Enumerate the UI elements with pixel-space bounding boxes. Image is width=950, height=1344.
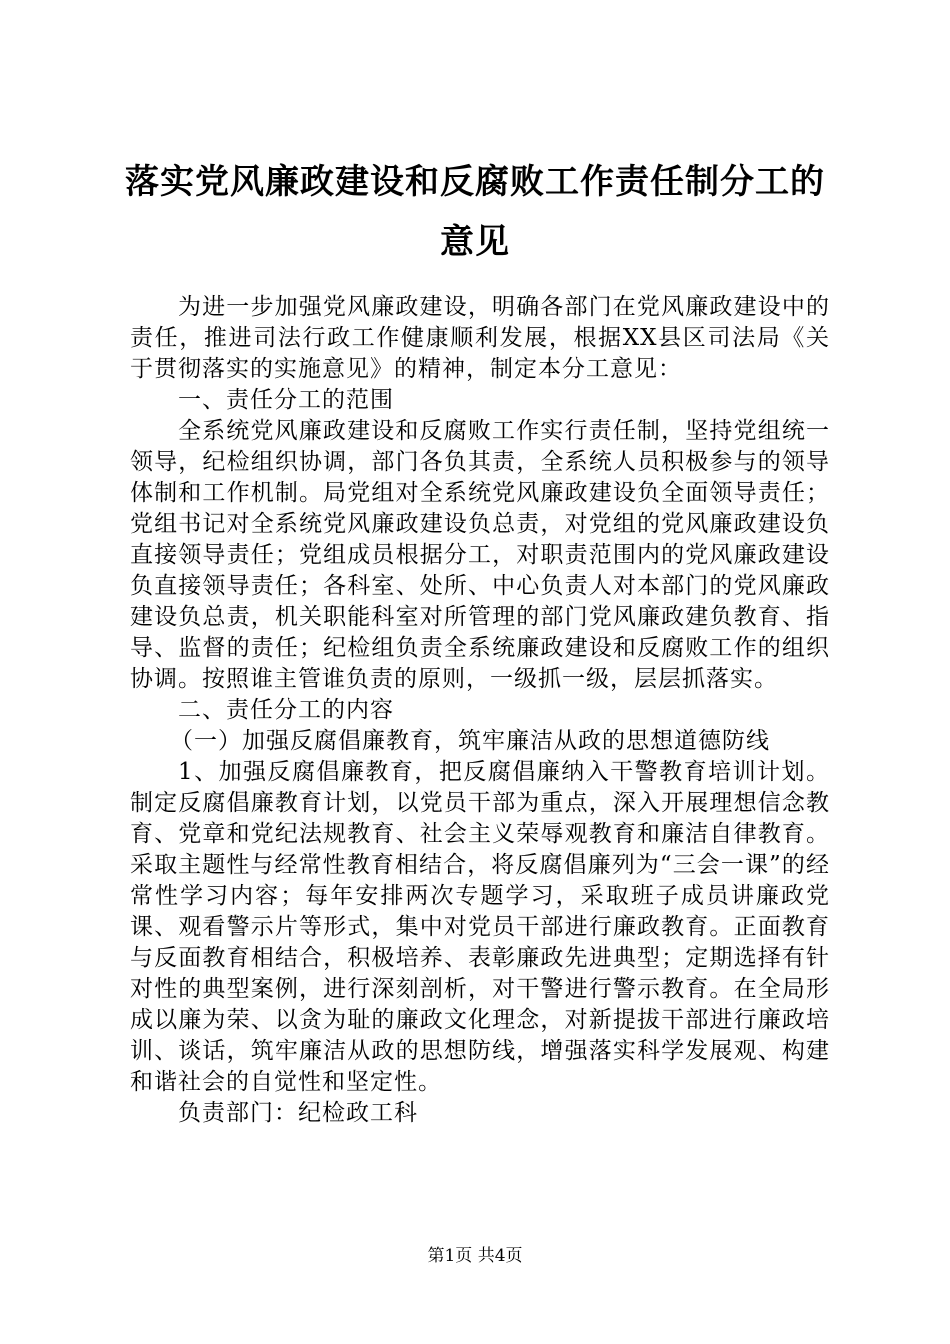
responsible-department: 负责部门：纪检政工科 bbox=[178, 1100, 418, 1126]
scope-paragraph: 全系统党风廉政建设和反腐败工作实行责任制，坚持党组统一领导，纪检组织协调，部门各负其责，全系统人员积极参与的领导体制和工作机制。局党组对全系统党风廉政建设负全面领导责任；党组书记对全系统党风廉政建设负总责，对党组的党风廉政建设负直接领导责任；党组成员根据分工，对职责范围内的党风廉政建设负直接领导责任；各科室、处所、中心负责人对本部门的党风廉政建设负总责，机关职能科室对所管理的部门党风廉政建负教育、指导、监督的责任；纪检组负责全系统廉政建设和反腐败工作的组织协调。按照谁主管谁负责的原则，一级抓一级，层层抓落实。 bbox=[130, 418, 830, 692]
education-paragraph: 1、加强反腐倡廉教育，把反腐倡廉纳入干警教育培训计划。制定反腐倡廉教育计划，以党员干部为重点，深入开展理想信念教育、党章和党纪法规教育、社会主义荣辱观教育和廉洁自律教育。采取主题性与经常性教育相结合，将反腐倡廉列为“三会一课”的经常性学习内容；每年安排两次专题学习，采取班子成员讲廉政党课、观看警示片等形式，集中对党员干部进行廉政教育。正面教育与反面教育相结合，积极培养、表彰廉政先进典型；定期选择有针对性的典型案例，进行深刻剖析，对干警进行警示教育。在全局形成以廉为荣、以贪为耻的廉政文化理念，对新提拔干部进行廉政培训、谈话，筑牢廉洁从政的思想防线，增强落实科学发展观、构建和谐社会的自觉性和坚定性。 bbox=[130, 759, 830, 1095]
document-title-line1: 落实党风廉政建设和反腐败工作责任制分工的 bbox=[125, 162, 825, 202]
document-title-line2: 意见 bbox=[440, 222, 510, 262]
section-heading-content: 二、责任分工的内容 bbox=[178, 697, 394, 723]
document-body bbox=[130, 292, 830, 1129]
subsection-heading-education: （一）加强反腐倡廉教育，筑牢廉洁从政的思想道德防线 bbox=[170, 728, 770, 754]
intro-paragraph: 为进一步加强党风廉政建设，明确各部门在党风廉政建设中的责任，推进司法行政工作健康顺利发展，根据XX县区司法局《关于贯彻落实的实施意见》的精神，制定本分工意见： bbox=[130, 294, 830, 382]
page-number-footer: 第1页 共4页 bbox=[427, 1246, 523, 1266]
section-heading-scope: 一、责任分工的范围 bbox=[178, 387, 394, 413]
